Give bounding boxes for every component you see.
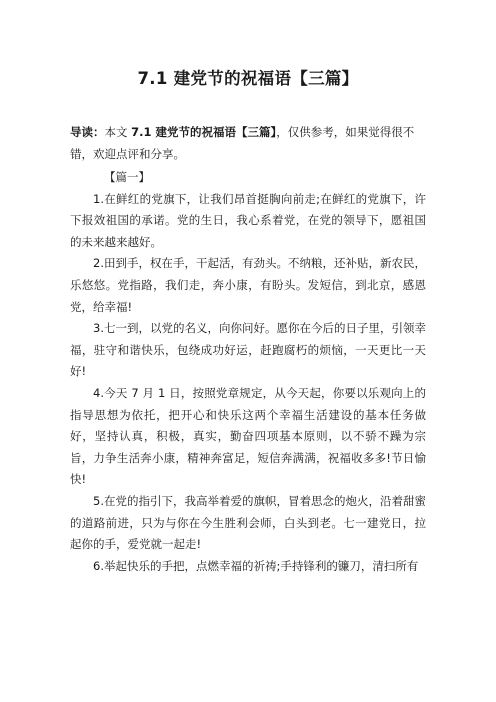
document-title: 7.1 建党节的祝福语【三篇】	[137, 69, 359, 88]
paragraph-1: 1.在鲜红的党旗下，让我们昂首挺胸向前走;在鲜红的党旗下，许下报效祖国的承诺。党的生日，我心系着党，在党的领导下，愿祖国的未来越来越好。	[70, 191, 426, 249]
section-heading: 【篇一】	[104, 170, 150, 184]
lead-prefix: 导读：	[70, 125, 105, 139]
paragraph-4: 4.今天 7 月 1 日，按照党章规定，从今天起，你要以乐观向上的指导思想为依托，把开心和快乐这两个幸福生活建设的基本任务做好，坚持认真，积极，真实，勤奋四项基本原则，以不骄不躁为宗旨，力争生活奔小康，精神奔富足，短信奔满满，祝福收多多!节日愉快!	[70, 385, 426, 487]
lead-text-2: ，仅供参考，如果觉得很不错，欢迎点评和分享。	[70, 125, 415, 161]
lead-article-title: 7.1 建党节的祝福语【三篇】	[131, 125, 277, 139]
paragraph-5: 5.在党的指引下，我高举着爱的旗帜，冒着思念的炮火，沿着甜蜜的道路前进，只为与你在今生胜利会师，白头到老。七一建党日，拉起你的手，爱党就一起走!	[70, 493, 426, 552]
lead-paragraph	[70, 122, 426, 165]
paragraph-6: 6.举起快乐的手把，点燃幸福的祈祷;手持锋利的镰刀，清扫所有	[93, 558, 419, 573]
lead-text-1: 本文	[104, 125, 132, 139]
paragraph-3: 3.七一到，以党的名义，向你问好。愿你在今后的日子里，引领幸福，驻守和谐快乐，包绕成功好运，赶跑腐朽的烦恼，一天更比一天好!	[70, 321, 426, 379]
paragraph-2: 2.田到手，权在手，干起活，有劲头。不纳粮，还补贴，新农民，乐悠悠。党指路，我们走，奔小康，有盼头。发短信，到北京，感恩党，给幸福!	[70, 256, 426, 314]
